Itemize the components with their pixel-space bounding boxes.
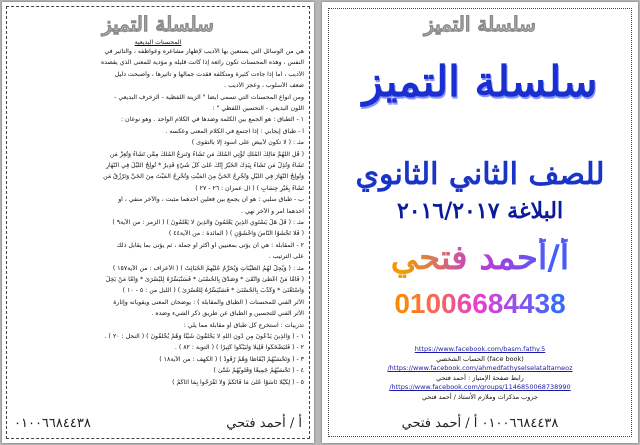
page-footer: ٠١٠٠٦٦٨٤٤٣٨ أ / أحمد فتحي bbox=[401, 416, 559, 431]
text-line: تدريبات : استخرج كل طباق أو مقابلة مما يلي : bbox=[183, 321, 304, 329]
text-line: الأثر الفني للتحسين و الطباق عن طريق ذكر الشيء وضده . bbox=[151, 310, 304, 318]
inner-page bbox=[2, 2, 314, 443]
text-line: مثـ : ( قُلْ هَلْ يَسْتَوِي الَّذِينَ يَعْلَمُونَ وَالَّذِينَ لَا يَعْلَمُونَ ) ( الزمر : من الآية٩ ) bbox=[112, 219, 304, 226]
text-line: تَشَاءُ بِغَيْرِ حِسَابٍ ) ( آل عمران : ٢٦ - ٢٧ ) bbox=[195, 184, 304, 192]
text-line: مثـ : ( لا تكون لأبيض على أسود إلا بالتقوى ) bbox=[191, 139, 304, 147]
text-line: ١ - ( وَالَّذِينَ يَدْعُونَ مِن دُونِ اللَّهِ لَا يَخْلُقُونَ شَيْئًا وَهُمْ يُخْلَقُونَ ) ( النحل : ٢٠ ) . bbox=[104, 333, 304, 340]
text-line: ٣ - ( وَتَحْسَبُهُمْ أَيْقَاظًا وَهُمْ رُقُودٌ ) ( الكهف : من الآية١٨ ) bbox=[159, 355, 304, 363]
text-line: ٢ - ( فَلْيَضْحَكُوا قَلِيلًا وَلْيَبْكُوا كَثِيرًا ) ( التوبة : ٨٢ ) . bbox=[174, 344, 304, 352]
text-line: وَاسْتَغْنَىٰ * وَكَذَّبَ بِالْحُسْنَىٰ * فَسَنُيَسِّرُهُ لِلْعُسْرَىٰ ) ( الليل من : ٥ - ١٠ ) bbox=[122, 287, 304, 295]
text-line: ٥ - ( لِكَيْلَا تَأْسَوْا عَلَىٰ مَا فَاتَكُمْ وَلَا تَفْرَحُوا بِمَا آتَاكُمْ ) bbox=[172, 378, 304, 386]
text-line: ٤ - ( تَحْسَبُهُمْ جَمِيعًا وَقُلُوبُهُمْ شَتَّىٰ ) bbox=[213, 367, 304, 375]
text-line: ١ - الطباق : هو الجمع بين الكلمة وضدها في الكلام الواحد . وهو نوعان : bbox=[120, 116, 304, 124]
text-line: اللون البديعي - التحسين اللفظي " : bbox=[212, 105, 304, 112]
text-line: هي من الوسائل التي يستعين بها الأديب لإظهار مشاعره وعواطفه ، والتأثير في bbox=[104, 48, 304, 55]
text-line: ب - طباق سلبي : هو أن يجمع بين فعلين أحدهما مثبت ، والآخر منفي ، أو bbox=[118, 196, 304, 204]
contact-caption: الحساب الشخصي (face book) bbox=[436, 354, 524, 363]
cover-subject-year: البلاغة ٢٠١٦/٢٠١٧ bbox=[396, 198, 564, 224]
page-footer bbox=[14, 416, 302, 431]
text-line: ٢ - المقابلة : هي أن يؤتى بمعنيين أو أكثر أو جملة ، ثم يؤتى بما يقابل ذلك bbox=[116, 241, 304, 249]
text-line: تَشَاءُ وَتُذِلُّ مَن تَشَاءُ بِيَدِكَ الْخَيْرُ إِنَّكَ عَلَىٰ كُلِّ شَيْءٍ قَدِيرٌ * تُولِجُ اللَّيْلَ فِي النَّهَارِ bbox=[105, 162, 304, 169]
text-line: النفس ، وهذه المحسنات تكون رائعة إذا كانت قليلة و مؤدية للمعنى الذي يقصده bbox=[101, 59, 304, 67]
text-line: مثـ : ( وَيُحِلُّ لَهُمُ الطَّيِّبَاتِ وَيُحَرِّمُ عَلَيْهِمُ الْخَبَائِثَ ) ( الأعراف : من الآية١٥٧ ) bbox=[112, 264, 304, 272]
cover-phone: 01006684438 bbox=[322, 288, 638, 320]
contact-link[interactable]: https://www.facebook.com/basm.fathy.5 bbox=[414, 345, 546, 353]
series-header: سلسلة التميز bbox=[424, 12, 536, 36]
contact-link[interactable]: /https://www.facebook.com/groups/1146850068738990 bbox=[389, 383, 571, 391]
section-subheading: المحسنات البديعية bbox=[134, 39, 182, 46]
cover-author: أ/أحمد فتحي bbox=[322, 238, 638, 278]
footer-phone: ٠١٠٠٦٦٨٤٤٣٨ bbox=[14, 416, 91, 431]
text-line: الأثر الفني للمحسنات ( الطباق والمقابلة ) : يوضحان المعنى ويقويانه وإثارة bbox=[113, 298, 304, 306]
contact-caption: جروب مذكرات وملازم الأستاذ / أحمد فتحي bbox=[421, 392, 539, 401]
text-line: على الترتيب . bbox=[268, 253, 304, 261]
text-line: ومن أنواع المحسنات التي تسمى أيضاً " الزينة اللفظية - الزخرف البديعي - bbox=[114, 93, 304, 101]
series-header: سلسلة التميز bbox=[102, 12, 214, 36]
text-line: الأديب ، أما إذا جاءت كثيرة ومتكلفة فقدت جمالها و تأثيرها ، وأصبحت دليل bbox=[114, 70, 304, 78]
text-line: ( فَأَمَّا مَنْ أَعْطَىٰ وَاتَّقَىٰ * وَصَدَّقَ بِالْحُسْنَىٰ * فَسَنُيَسِّرُهُ لِلْيُسْرَىٰ * وَأَمَّا مَنْ بَخِلَ bbox=[105, 276, 304, 283]
text-line: أحدهما أمر و الآخر نهي . bbox=[241, 207, 304, 215]
text-line: ( قُلِ اللَّهُمَّ مَالِكَ الْمُلْكِ تُؤْتِي الْمُلْكَ مَن تَشَاءُ وَتَنزِعُ الْمُلْكَ مِمَّن تَشَاءُ وَتُعِزُّ مَن bbox=[109, 150, 304, 158]
text-line: أ - طباق إيجابي : إذا اجتمع في الكلام المعنى وعكسه . bbox=[165, 127, 304, 135]
text-line: ضعف الأسلوب ، وعجز الأديب . bbox=[224, 82, 304, 90]
contact-link[interactable]: /https://www.facebook.com/ahmedfathyselselataltameoz bbox=[387, 364, 573, 372]
footer-author: أ / أحمد فتحي bbox=[226, 416, 302, 431]
contact-caption: رابط صفحة الإمتياز : أحمد فتحي bbox=[436, 373, 524, 382]
text-line: وَتُولِجُ النَّهَارَ فِي اللَّيْلِ وَتُخْرِجُ الْحَيَّ مِنَ الْمَيِّتِ وَتُخْرِجُ الْمَيِّتَ مِنَ الْحَيِّ وَتَرْزُقُ مَن bbox=[103, 173, 304, 181]
cover-page bbox=[322, 2, 638, 443]
text-line: ( فَلَا تَخْشَوُا النَّاسَ وَاخْشَوْنِ ) ( المائدة : من الآية٤٤ ) bbox=[168, 230, 304, 238]
cover-grade: للصف الثاني الثانوي bbox=[355, 157, 605, 192]
cover-title: سلسلة التميز bbox=[362, 57, 598, 106]
